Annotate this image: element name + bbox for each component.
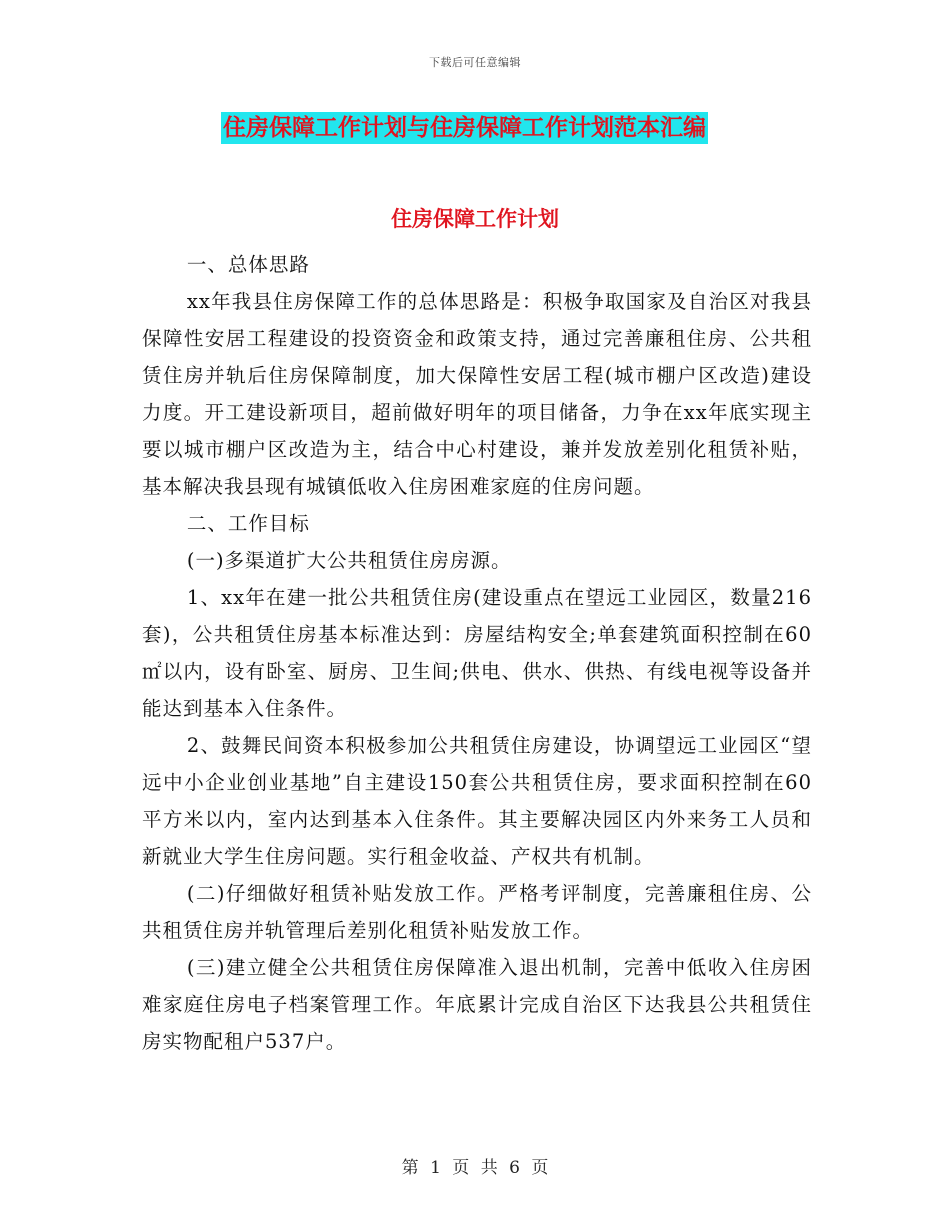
heading-overall-approach: 一、总体思路 — [186, 253, 310, 276]
heading-work-goals: 二、工作目标 — [186, 512, 310, 535]
paragraph-entry-exit-mechanism: (三)建立健全公共租赁住房保障准入退出机制，完善中低收入住房困难家庭住房电子档案管理工作。年底累计完成自治区下达我县公共租赁住房实物配租户537户。 — [142, 956, 812, 1053]
document-body — [142, 246, 812, 1060]
paragraph-rental-subsidy: (二)仔细做好租赁补贴发放工作。严格考评制度，完善廉租住房、公共租赁住房并轨管理后差别化租赁补贴发放工作。 — [142, 882, 812, 942]
header-note: 下载后可任意编辑 — [429, 56, 521, 69]
section-title: 住房保障工作计划 — [391, 207, 559, 231]
subheading-expand-housing: (一)多渠道扩大公共租赁住房房源。 — [186, 549, 512, 572]
document-title: 住房保障工作计划与住房保障工作计划范本汇编 — [221, 112, 708, 144]
paragraph-item-1: 1、xx年在建一批公共租赁住房(建设重点在望远工业园区，数量216套)，公共租赁住房基本标准达到：房屋结构安全;单套建筑面积控制在60㎡以内，设有卧室、厨房、卫生间;供电、供水、供热、有线电视等设备并能达到基本入住条件。 — [142, 586, 812, 720]
page-number-footer: 第 1 页 共 6 页 — [401, 1158, 549, 1178]
paragraph-item-2: 2、鼓舞民间资本积极参加公共租赁住房建设，协调望远工业园区“望远中小企业创业基地”自主建设150套公共租赁住房，要求面积控制在60平方米以内，室内达到基本入住条件。其主要解决园区内外来务工人员和新就业大学生住房问题。实行租金收益、产权共有机制。 — [142, 734, 812, 868]
paragraph-overall-approach: xx年我县住房保障工作的总体思路是：积极争取国家及自治区对我县保障性安居工程建设的投资资金和政策支持，通过完善廉租住房、公共租赁住房并轨后住房保障制度，加大保障性安居工程(城市棚户区改造)建设力度。开工建设新项目，超前做好明年的项目储备，力争在xx年底实现主要以城市棚户区改造为主，结合中心村建设，兼并发放差别化租赁补贴，基本解决我县现有城镇低收入住房困难家庭的住房问题。 — [142, 290, 812, 498]
